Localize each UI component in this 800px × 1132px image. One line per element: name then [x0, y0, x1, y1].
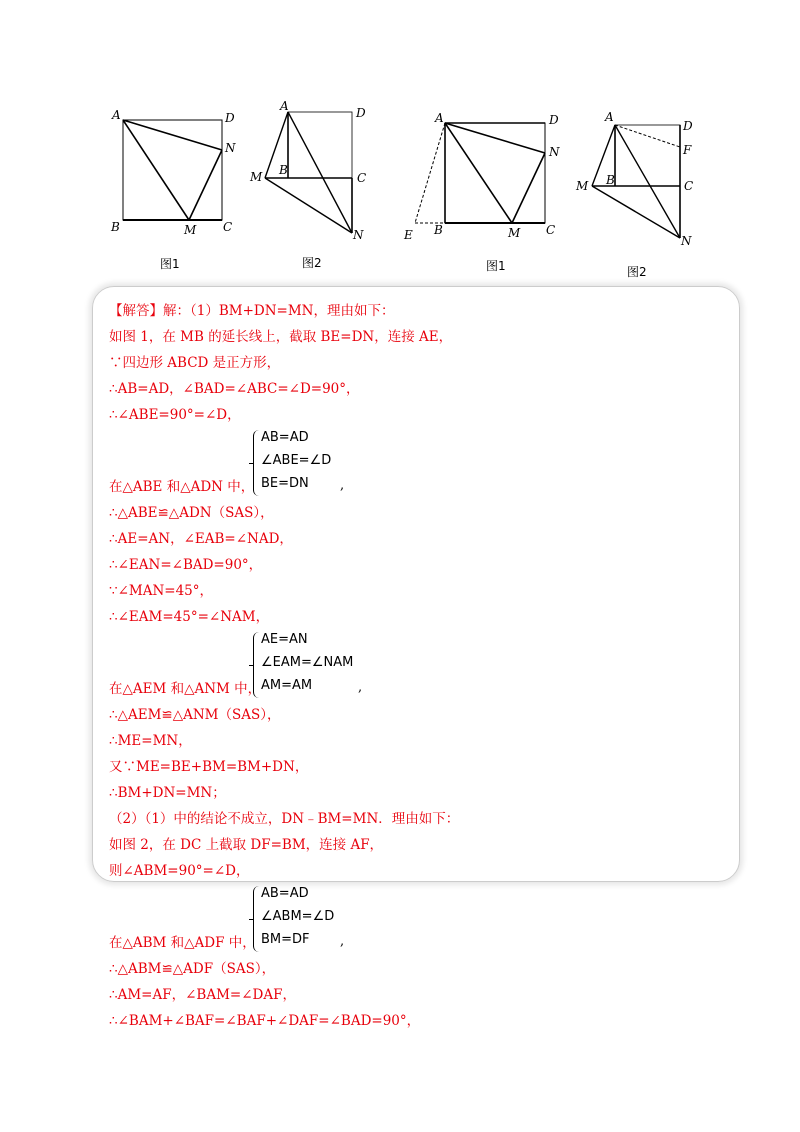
- solution-line: ∴△ABM≌△ADF（SAS），: [109, 961, 276, 977]
- solution-line: 又∵ME=BE+BM=BM+DN，: [109, 759, 309, 775]
- label-B: B: [111, 220, 120, 234]
- system-row: AM=AM: [261, 678, 313, 693]
- figure-1-square-diagram: [105, 106, 245, 242]
- label-M: M: [508, 226, 521, 240]
- label-B: B: [279, 163, 288, 177]
- system-row: BE=DN: [261, 476, 309, 491]
- figure-3-caption: 图1: [486, 259, 506, 273]
- solution-line: 在△ABM 和△ADF 中，: [109, 935, 256, 951]
- label-C: C: [546, 223, 556, 237]
- solution-line: ∴∠EAM=45°=∠NAM，: [109, 609, 270, 625]
- system-row: ∠ABM=∠D: [261, 909, 335, 924]
- label-D: D: [225, 111, 235, 125]
- label-N: N: [681, 234, 692, 248]
- label-C: C: [684, 179, 694, 193]
- label-B: B: [434, 223, 443, 237]
- system-comma: ,: [340, 478, 345, 493]
- solution-line: 则∠ABM=90°=∠D，: [109, 863, 250, 879]
- label-F: F: [683, 143, 692, 157]
- system-row: AE=AN: [261, 632, 308, 647]
- solution-line: ∴BM+DN=MN；: [109, 785, 226, 801]
- label-A: A: [280, 99, 289, 113]
- label-M: M: [184, 223, 197, 237]
- system-row: AB=AD: [261, 886, 309, 901]
- figure-3-square-diagram: [398, 108, 568, 246]
- solution-line: ∵∠MAN=45°，: [109, 583, 214, 599]
- solution-line: 如图 1，在 MB 的延长线上，截取 BE=DN，连接 AE，: [109, 329, 453, 345]
- solution-line: 在△AEM 和△ANM 中，: [109, 681, 262, 697]
- solution-line: ∴∠BAM+∠BAF=∠BAF+∠DAF=∠BAD=90°，: [109, 1013, 421, 1029]
- label-M: M: [576, 179, 589, 193]
- solution-line: ∴ME=MN，: [109, 733, 192, 749]
- label-C: C: [223, 220, 233, 234]
- label-D: D: [549, 113, 559, 127]
- solution-line: ∴△ABE≌△ADN（SAS），: [109, 505, 274, 521]
- solution-line: ∴AE=AN，∠EAB=∠NAD，: [109, 531, 293, 547]
- figure-4-square-diagram: [572, 108, 702, 250]
- system-comma: ,: [340, 934, 345, 949]
- system-row: BM=DF: [261, 932, 310, 947]
- solution-line: ∴AB=AD，∠BAD=∠ABC=∠D=90°，: [109, 381, 360, 397]
- label-N: N: [353, 228, 364, 242]
- label-N: N: [225, 141, 236, 155]
- label-A: A: [605, 110, 614, 124]
- label-C: C: [357, 171, 367, 185]
- label-B: B: [606, 173, 615, 187]
- solution-line: （2）（1）中的结论不成立，DN﹣BM=MN．理由如下：: [109, 811, 460, 827]
- label-D: D: [356, 106, 366, 120]
- solution-line: ∵四边形 ABCD 是正方形，: [109, 355, 281, 371]
- solution-line: 在△ABE 和△ADN 中，: [109, 479, 255, 495]
- solution-line: ∴AM=AF，∠BAM=∠DAF，: [109, 987, 296, 1003]
- solution-line: 如图 2，在 DC 上截取 DF=BM，连接 AF，: [109, 837, 384, 853]
- solution-line: ∴∠ABE=90°=∠D，: [109, 407, 241, 423]
- solution-line: 【解答】解：（1）BM+DN=MN，理由如下：: [109, 303, 395, 319]
- figure-2-caption: 图2: [302, 256, 322, 270]
- system-row: AB=AD: [261, 430, 309, 445]
- label-A: A: [435, 111, 444, 125]
- system-row: ∠EAM=∠NAM: [261, 655, 354, 670]
- label-A: A: [112, 108, 121, 122]
- figure-4-caption: 图2: [627, 265, 647, 279]
- label-M: M: [250, 170, 263, 184]
- figure-1-caption: 图1: [160, 257, 180, 271]
- solution-line: ∴∠EAN=∠BAD=90°，: [109, 557, 263, 573]
- system-comma: ,: [358, 680, 363, 695]
- label-N: N: [549, 145, 560, 159]
- label-E: E: [404, 228, 413, 242]
- figure-2-square-diagram: [247, 98, 377, 243]
- label-D: D: [683, 119, 693, 133]
- solution-line: ∴△AEM≌△ANM（SAS），: [109, 707, 281, 723]
- system-row: ∠ABE=∠D: [261, 453, 332, 468]
